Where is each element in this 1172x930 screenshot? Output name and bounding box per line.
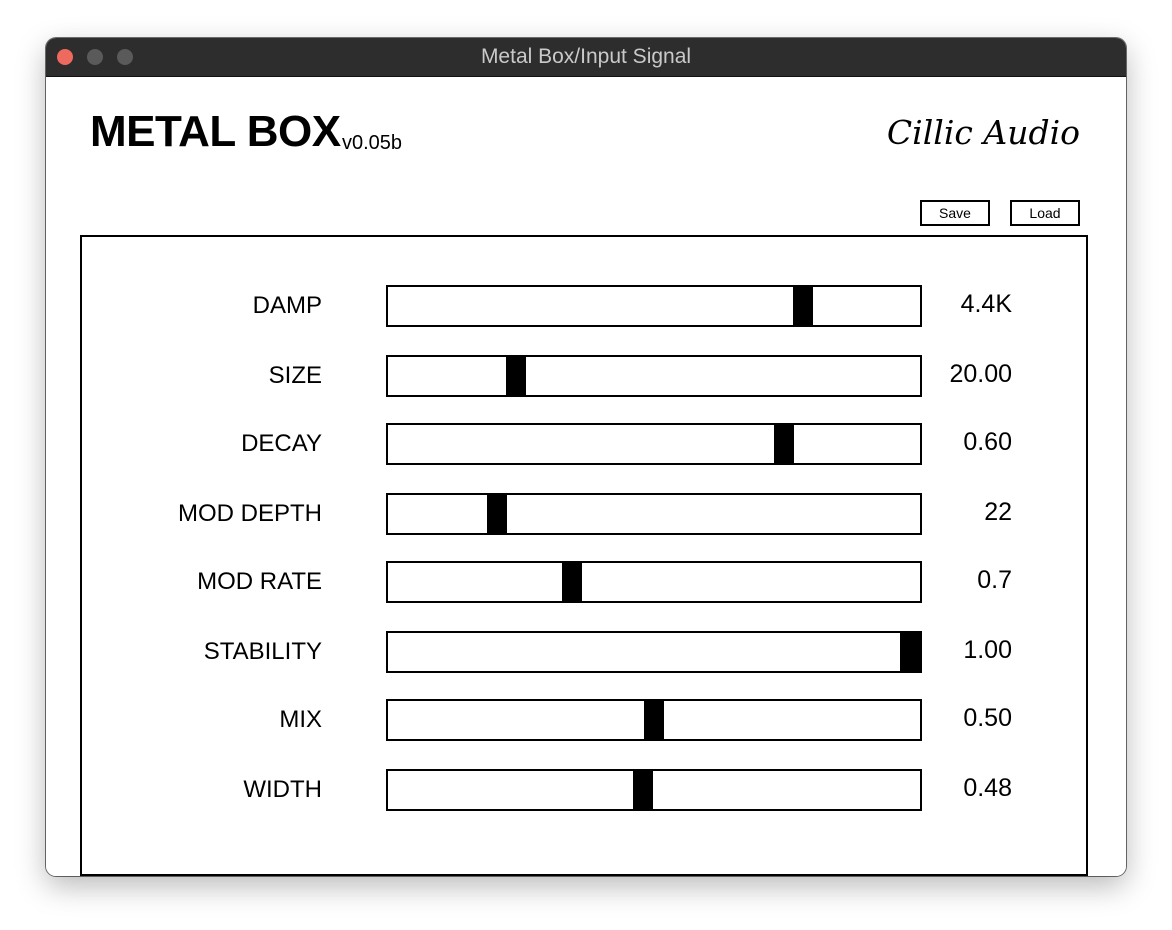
control-label: MOD RATE bbox=[197, 568, 322, 595]
controls-panel bbox=[80, 235, 1088, 876]
control-value: 1.00 bbox=[963, 636, 1012, 664]
control-value: 0.60 bbox=[963, 428, 1012, 456]
control-row-width bbox=[82, 769, 1086, 811]
control-label: DECAY bbox=[241, 430, 322, 457]
damp-slider[interactable] bbox=[386, 285, 922, 327]
mix-slider[interactable] bbox=[386, 699, 922, 741]
slider-thumb[interactable] bbox=[793, 287, 813, 325]
slider-thumb[interactable] bbox=[900, 633, 920, 671]
company-logo-text: Cillic Audio bbox=[886, 113, 1080, 152]
width-slider[interactable] bbox=[386, 769, 922, 811]
product-name: METAL BOX bbox=[90, 107, 341, 156]
slider-thumb[interactable] bbox=[644, 701, 664, 739]
slider-thumb[interactable] bbox=[633, 771, 653, 809]
control-value: 22 bbox=[984, 498, 1012, 526]
title-bar[interactable] bbox=[46, 38, 1126, 77]
slider-thumb[interactable] bbox=[774, 425, 794, 463]
stability-slider[interactable] bbox=[386, 631, 922, 673]
mod-rate-slider[interactable] bbox=[386, 561, 922, 603]
slider-thumb[interactable] bbox=[506, 357, 526, 395]
window-title: Metal Box/Input Signal bbox=[480, 45, 692, 68]
control-value: 0.48 bbox=[963, 774, 1012, 802]
control-label: MIX bbox=[279, 706, 322, 733]
plugin-window bbox=[46, 38, 1126, 876]
load-button[interactable]: Load bbox=[1010, 200, 1080, 226]
control-value: 4.4K bbox=[960, 290, 1012, 318]
control-row-damp bbox=[82, 285, 1086, 327]
mod-depth-slider[interactable] bbox=[386, 493, 922, 535]
control-value: 20.00 bbox=[949, 360, 1012, 388]
control-row-mod-depth bbox=[82, 493, 1086, 535]
control-value: 0.50 bbox=[963, 704, 1012, 732]
control-row-mix bbox=[82, 699, 1086, 741]
control-label: MOD DEPTH bbox=[178, 500, 322, 527]
control-label: STABILITY bbox=[203, 638, 322, 665]
control-row-size bbox=[82, 355, 1086, 397]
control-label: SIZE bbox=[268, 362, 322, 389]
slider-thumb[interactable] bbox=[487, 495, 507, 533]
decay-slider[interactable] bbox=[386, 423, 922, 465]
product-version: v0.05b bbox=[342, 132, 403, 154]
control-row-mod-rate bbox=[82, 561, 1086, 603]
control-value: 0.7 bbox=[977, 566, 1012, 594]
control-row-decay bbox=[82, 423, 1086, 465]
control-row-stability bbox=[82, 631, 1086, 673]
save-button[interactable]: Save bbox=[920, 200, 990, 226]
slider-thumb[interactable] bbox=[562, 563, 582, 601]
size-slider[interactable] bbox=[386, 355, 922, 397]
control-label: WIDTH bbox=[243, 776, 322, 803]
control-label: DAMP bbox=[252, 292, 322, 319]
plugin-content bbox=[46, 77, 1126, 876]
